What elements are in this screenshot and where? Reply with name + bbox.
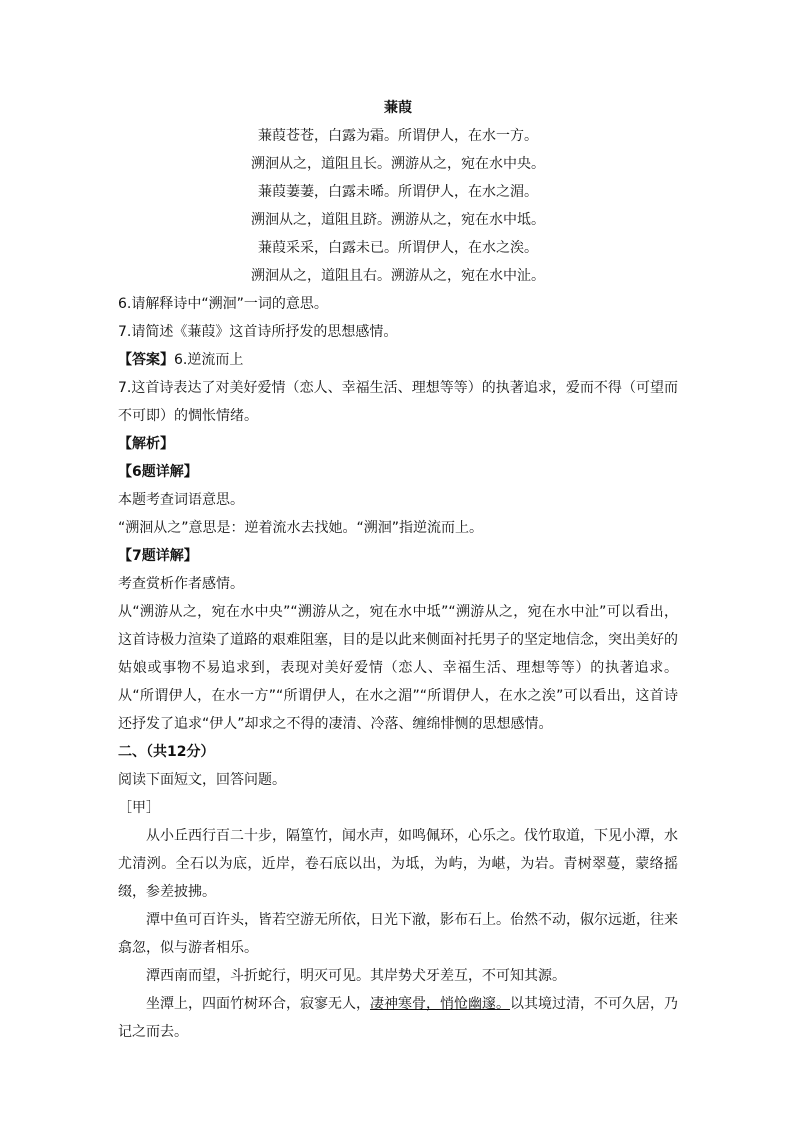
poem-line-2: 溯洄从之，道阻且长。溯游从之，宛在水中央。 (251, 156, 545, 172)
passage-paragraph-3: 潭西南而望，斗折蛇行，明灭可见。其岸势犬牙差互，不可知其源。 (146, 968, 566, 984)
section-2-heading: 二、（共12分） (118, 744, 215, 760)
poem-line-6: 溯洄从之，道阻且右。溯游从之，宛在水中沚。 (251, 268, 545, 284)
analysis-q7-paragraph: 从“溯游从之，宛在水中央”“溯游从之，宛在水中坻”“溯游从之，宛在水中沚”可以看出，这首诗极力渲染了道路的艰难阻塞，目的是以此来侧面衬托男子的坚定地信念，突出美好的姑娘或事物不易追求到，表现对美好爱情（恋人、幸福生活、理想等等）的执著追求。从“所谓伊人，在水一方”“所谓伊人，在水之湄”“所谓伊人，在水之涘”可以看出，这首诗还抒发了追求“伊人”却求之不得的凄清、冷落、缠绵悱恻的思想感情。 (118, 604, 678, 732)
answer-row (118, 346, 678, 374)
poem-line-4: 溯洄从之，道阻且跻。溯游从之，宛在水中坻。 (251, 212, 545, 228)
question-6: 6.请解释诗中“溯洄”一词的意思。 (118, 296, 328, 312)
passage-paragraph-4-end: 以其境过清，不可久居，乃记之而去。 (118, 996, 678, 1040)
question-7: 7.请简述《蒹葭》这首诗所抒发的思想感情。 (118, 324, 398, 340)
section-2-instruction: 阅读下面短文，回答问题。 (118, 772, 286, 788)
answer-label: 【答案】 (118, 352, 174, 368)
answer-6: 6.逆流而上 (174, 352, 244, 368)
document-page (118, 94, 678, 1046)
passage-paragraph-4 (118, 990, 678, 1046)
analysis-q6-heading: 【6题详解】 (118, 464, 198, 480)
passage-paragraph-4-start: 坐潭上，四面竹树环合，寂寥无人， (146, 996, 370, 1012)
passage-jia-label: ［甲］ (118, 800, 160, 816)
analysis-label: 【解析】 (118, 436, 174, 452)
passage-underlined-phrase: 凄神寒骨，悄怆幽邃。 (370, 996, 510, 1012)
passage-paragraph-1: 从小丘西行百二十步，隔篁竹，闻水声，如鸣佩环，心乐之。伐竹取道，下见小潭，水尤清洌。全石以为底，近岸，卷石底以出，为坻，为屿，为嵁，为岩。青树翠蔓，蒙络摇缀，参差披拂。 (118, 828, 678, 900)
analysis-q6-line-1: 本题考查词语意思。 (118, 492, 244, 508)
poem-line-1: 蒹葭苍苍，白露为霜。所谓伊人，在水一方。 (258, 128, 538, 144)
poem-title: 蒹葭 (384, 100, 412, 116)
passage-paragraph-2: 潭中鱼可百许头，皆若空游无所依，日光下澈，影布石上。佁然不动，俶尔远逝，往来翕忽，似与游者相乐。 (118, 912, 678, 956)
poem-line-5: 蒹葭采采，白露未已。所谓伊人，在水之涘。 (258, 240, 538, 256)
analysis-q7-heading: 【7题详解】 (118, 548, 198, 564)
answer-7: 7.这首诗表达了对美好爱情（恋人、幸福生活、理想等等）的执著追求，爱而不得（可望而不可即）的惆怅情绪。 (118, 380, 678, 424)
analysis-q7-line-1: 考查赏析作者感情。 (118, 576, 244, 592)
analysis-q6-line-2: “溯洄从之”意思是：逆着流水去找她。“溯洄”指逆流而上。 (118, 520, 484, 536)
poem-line-3: 蒹葭萋萋，白露未晞。所谓伊人，在水之湄。 (258, 184, 538, 200)
